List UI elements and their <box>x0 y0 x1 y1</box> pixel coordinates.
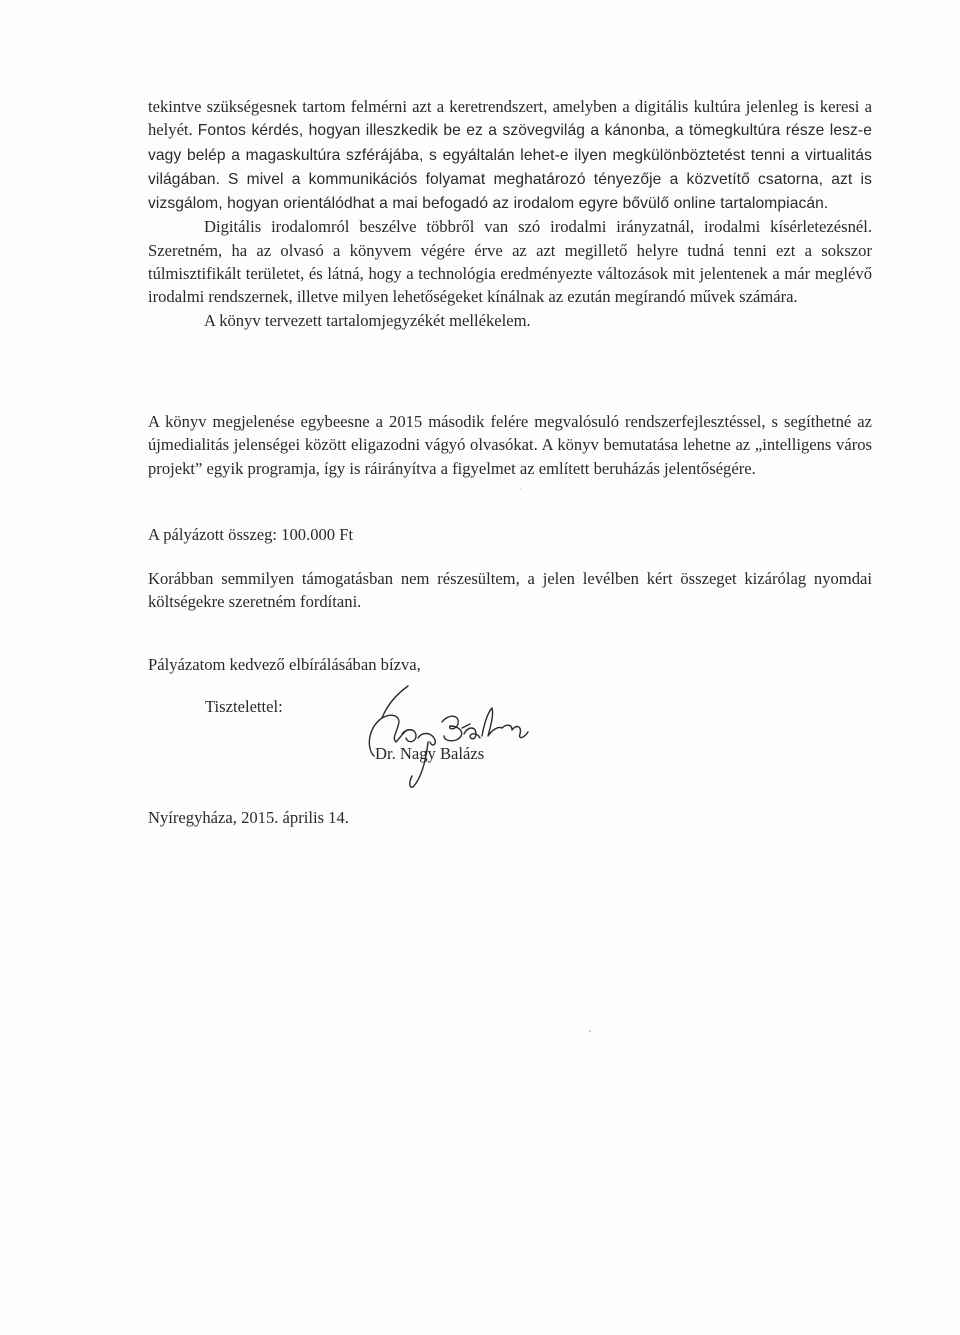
body-paragraph-2: Digitális irodalomról beszélve többről van szó irodalmi irányzatnál, irodalmi kísérletezésnél. Szeretném, ha az olvasó a könyvem végére érve az azt megillető helyre tudná tenni ezt a sokszor túlmisztifikált területet, és látná, hogy a technológia eredményezte változások mit jelentenek a már meglévő irodalmi rendszernek, illetve milyen lehetőségeket kínálnak az ezután megírandó művek számára. <box>148 217 872 307</box>
scan-speck <box>589 1030 591 1032</box>
channel-sentence: S mivel a kommunikációs folyamat meghatározó tényezője a közvetítő csatorna, azt is vizsgálom, hogyan orientálódhat a mai befogadó az irodalom egyre bővülő online tartalompiacán. <box>148 170 872 213</box>
funding-block <box>148 567 872 614</box>
intro-sentence: tekintve szükségesnek tartom felmérni azt a keretrendszert, amelyben a digitális kultúra jelenleg is keresi a helyét. <box>148 97 872 140</box>
funding-statement: Korábban semmilyen támogatásban nem részesültem, a jelen levélben kért összeget kizárólag nyomdai költségekre szeretném fordítani. <box>148 569 872 612</box>
signer-name: Dr. Nagy Balázs <box>375 744 485 763</box>
place-date: Nyíregyháza, 2015. április 14. <box>148 808 349 827</box>
body-text <box>148 95 872 332</box>
handwritten-signature <box>352 668 552 798</box>
scan-speck <box>520 488 521 489</box>
closing-line: Pályázatom kedvező elbírálásában bízva, <box>148 655 421 674</box>
body-paragraph-1 <box>148 95 872 215</box>
publication-block <box>148 410 872 480</box>
greeting: Tisztelettel: <box>205 697 283 716</box>
requested-amount: A pályázott összeg: 100.000 Ft <box>148 525 354 544</box>
amount-block <box>148 523 872 546</box>
publication-paragraph: A könyv megjelenése egybeesne a 2015 második felére megvalósuló rendszerfejlesztéssel, s segíthetné az újmedialitás jelenségei között eligazodni vágyó olvasókat. A könyv bemutatása lehetne az „intelligens város projekt” egyik programja, így is ráirányítva a figyelmet az említett beruházás jelentőségére. <box>148 412 872 478</box>
table-of-contents-note: A könyv tervezett tartalomjegyzékét mellékelem. <box>204 310 531 330</box>
canon-question-sentence: Fontos kérdés, hogyan illeszkedik be ez a szövegvilág a kánonba, a tömegkultúra része lesz-e vagy belép a magaskultúra szférájába, s egyáltalán lehet-e ilyen megkülönböztetést tenni a virtualitás világában. <box>148 122 872 188</box>
